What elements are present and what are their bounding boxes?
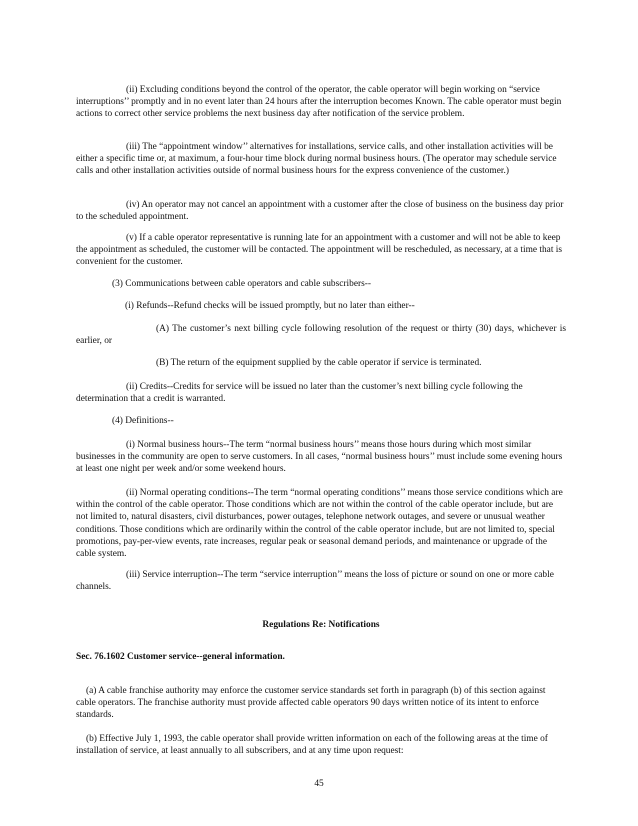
paragraph-B-equipment-return: (B) The return of the equipment supplied by the cable operator if service is terminated.: [156, 358, 482, 368]
paragraph-iii-service-interruption: (iii) Service interruption--The term “service interruption’’ means the loss of picture or sound on one or more cable channels.: [76, 570, 554, 593]
paragraph-ii-service-interruptions: (ii) Excluding conditions beyond the control of the operator, the cable operator will begin working on “service interruptions’’ promptly and in no event later than 24 hours after the interruption becomes Known. The cable operator must begin actions to correct other service problems the next business day after notification of the service problem.: [76, 85, 562, 120]
paragraph-4-definitions: (4) Definitions--: [112, 416, 174, 426]
paragraph-b-written-information: (b) Effective July 1, 1993, the cable operator shall provide written information on each of the following areas at the time of installation of service, at least annually to all subscribers, and at any time upon request:: [76, 734, 548, 757]
page-number: 45: [314, 779, 324, 789]
heading-regulations-notifications: Regulations Re: Notifications: [262, 620, 380, 630]
paragraph-i-refunds: (i) Refunds--Refund checks will be issued promptly, but no later than either--: [125, 301, 415, 311]
paragraph-A-billing-cycle: (A) The customer’s next billing cycle following resolution of the request or thirty (30) days, whichever is earlier, or: [76, 324, 566, 347]
paragraph-ii-credits: (ii) Credits--Credits for service will be issued no later than the customer’s next billing cycle following the determination that a credit is warranted.: [76, 382, 523, 405]
paragraph-ii-normal-operating-conditions: (ii) Normal operating conditions--The term “normal operating conditions’’ means those service conditions which are within the control of the cable operator. Those conditions which are not within the control of the cable operator include, but are not limited to, natural disasters, civil disturbances, power outages, telephone network outages, and severe or unusual weather conditions. Those conditions which are ordinarily within the control of the cable operator include, but are not limited to, special promotions, pay-per-view events, rate increases, regular peak or seasonal demand periods, and maintenance or upgrade of the cable system.: [76, 488, 563, 560]
paragraph-3-communications: (3) Communications between cable operators and cable subscribers--: [112, 279, 372, 289]
paragraph-iii-appointment-window: (iii) The “appointment window’’ alternatives for installations, service calls, and other installation activities will be either a specific time or, at maximum, a four-hour time block during normal business hours. (The operator may schedule service calls and other installation activities outside of normal business hours for the express convenience of the customer.): [76, 142, 557, 177]
paragraph-i-normal-business-hours: (i) Normal business hours--The term “normal business hours’’ means those hours during which most similar businesses in the community are open to serve customers. In all cases, “normal business hours’’ must include some evening hours at least one night per week and/or some weekend hours.: [76, 440, 563, 475]
heading-section-76-1602: Sec. 76.1602 Customer service--general information.: [76, 652, 285, 662]
paragraph-iv-cancel-appointment: (iv) An operator may not cancel an appointment with a customer after the close of business on the business day prior to the scheduled appointment.: [76, 200, 564, 223]
paragraph-a-enforce-standards: (a) A cable franchise authority may enforce the customer service standards set forth in paragraph (b) of this section against cable operators. The franchise authority must provide affected cable operators 90 days written notice of its intent to enforce standards.: [76, 686, 546, 721]
paragraph-v-running-late: (v) If a cable operator representative is running late for an appointment with a customer and will not be able to keep the appointment as scheduled, the customer will be contacted. The appointment will be rescheduled, as necessary, at a time that is convenient for the customer.: [76, 233, 563, 268]
